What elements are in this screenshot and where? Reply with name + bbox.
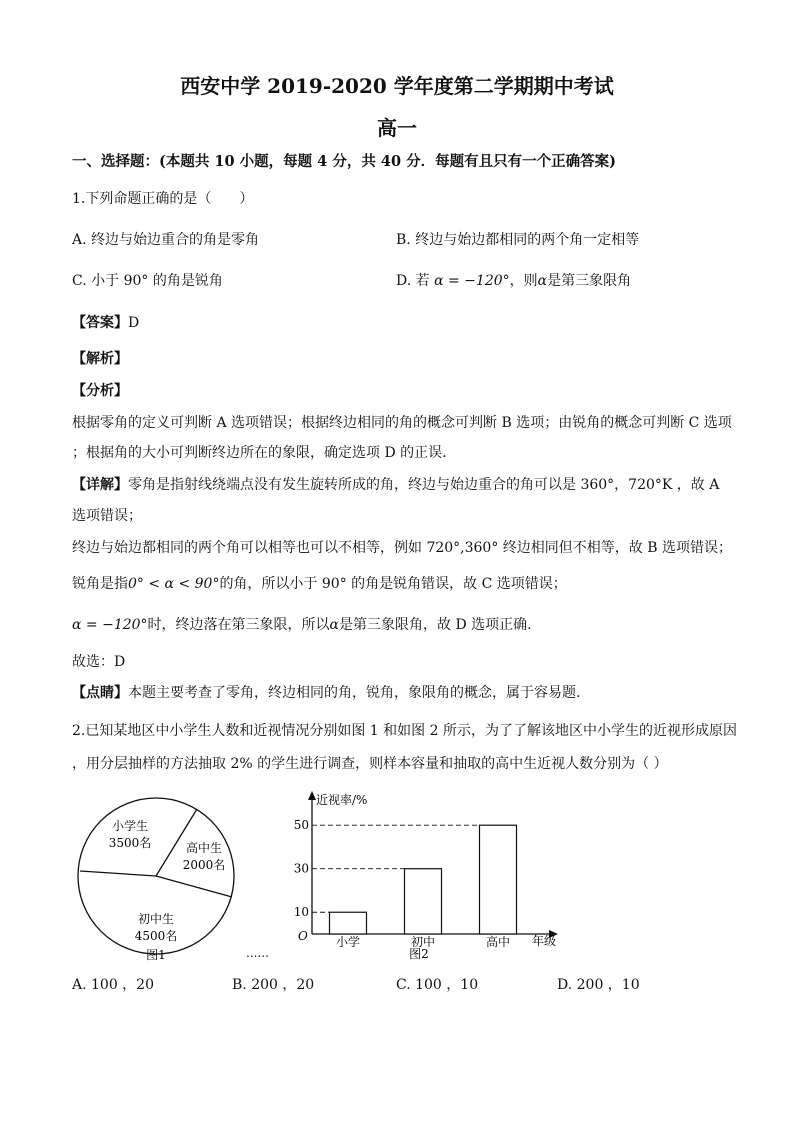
q2-stem-line-2: ，用分层抽样的方法抽取 2% 的学生进行调查，则样本容量和抽取的高中生近视人数分别为（ ）	[72, 756, 668, 772]
bar-小学	[330, 912, 367, 934]
q1-option-d-suffix: 是第三象限角	[547, 273, 632, 289]
q1-option-d-mid: ，则	[509, 273, 538, 289]
detail-line-2: 选项错误；	[72, 508, 142, 524]
detail-text-1: 零角是指射线绕端点没有发生旋转所成的角，终边与始边重合的角可以是 360°，720°K ，故 A	[128, 477, 720, 493]
x-axis-label: 年级	[532, 934, 557, 948]
pie-value-junior: 4500名	[134, 929, 178, 943]
y-tick-label: 10	[293, 905, 309, 920]
choice-line: 故选：D	[72, 654, 126, 670]
detail-4-pre: 锐角是指	[72, 576, 128, 592]
pie-divider-3	[80, 871, 156, 876]
q2-option-a: A. 100 ，20	[72, 977, 154, 993]
q1-option-d-alpha: α	[537, 273, 548, 289]
comment-line	[72, 682, 580, 702]
pie-caption: 图1	[146, 948, 166, 962]
pie-value-primary: 3500名	[108, 836, 152, 850]
answer-tag: 【答案】	[72, 315, 128, 331]
bar-高中	[480, 825, 517, 934]
y-tick-label: 50	[293, 818, 309, 833]
detail-line-1	[72, 474, 719, 494]
y-tick-label: 30	[293, 861, 309, 876]
detail-tag: 【详解】	[72, 477, 128, 493]
q1-option-c: C. 小于 90° 的角是锐角	[72, 273, 223, 289]
q1-option-b: B. 终边与始边都相同的两个角一定相等	[396, 232, 640, 248]
pie-label-senior: 高中生	[185, 841, 223, 855]
x-tick-label: 高中	[485, 935, 511, 949]
pie-label-junior: 初中生	[137, 912, 175, 926]
detail-4-math: 0° < α < 90°	[128, 576, 220, 592]
comment-text: 本题主要考查了零角，终边相同的角，锐角，象限角的概念，属于容易题.	[128, 685, 581, 701]
q1-stem: 1.下列命题正确的是（ ）	[72, 191, 254, 207]
section-heading: 一、选择题：(本题共 10 小题，每题 4 分，共 40 分．每题有且只有一个正确答案)	[72, 153, 616, 170]
detail-line-3: 终边与始边都相同的两个角可以相等也可以不相等，例如 720°,360° 终边相同但不相等，故 B 选项错误；	[72, 540, 732, 556]
pie-label-primary: 小学生	[111, 819, 149, 833]
y-axis-arrow	[308, 791, 316, 800]
bar-chart-figure-2	[292, 788, 582, 970]
bar-marks-group	[294, 818, 517, 949]
answer-value: D	[128, 315, 140, 331]
bar-初中	[405, 869, 442, 934]
origin-label: O	[298, 929, 308, 943]
detail-5-math: α = −120°	[72, 617, 148, 633]
pie-value-senior: 2000名	[182, 858, 226, 872]
dots-decoration: ......	[246, 946, 269, 960]
pie-divider-2	[156, 876, 232, 897]
q2-option-b: B. 200 ，20	[232, 977, 315, 993]
exam-title: 西安中学 2019-2020 学年度第二学期期中考试	[180, 74, 614, 98]
comment-tag: 【点睛】	[72, 685, 128, 701]
exam-subtitle: 高一	[377, 116, 417, 140]
detail-line-5	[72, 614, 532, 634]
detail-4-post: 的角，所以小于 90° 的角是锐角错误，故 C 选项错误；	[219, 576, 567, 592]
detail-line-4	[72, 573, 567, 593]
analysis-tag: 【解析】	[72, 351, 128, 367]
q1-option-d-prefix: D. 若	[396, 273, 430, 289]
q1-option-d	[396, 270, 631, 290]
fenxi-line-1: 根据零角的定义可判断 A 选项错误；根据终边相同的角的概念可判断 B 选项；由锐角的概念可判断 C 选项	[72, 415, 732, 431]
q2-option-d: D. 200 ，10	[557, 977, 640, 993]
fenxi-line-2: ；根据角的大小可判断终边所在的象限，确定选项 D 的正误.	[72, 445, 447, 461]
q1-option-d-math: α = −120°	[434, 273, 510, 289]
q2-option-c: C. 100 ，10	[396, 977, 479, 993]
fenxi-tag: 【分析】	[72, 383, 128, 399]
bar-caption: 图2	[409, 947, 429, 961]
x-tick-label: 小学	[335, 935, 361, 949]
x-tick-label: 初中	[410, 935, 436, 949]
pie-chart-figure-1	[72, 795, 242, 965]
q1-option-a: A. 终边与始边重合的角是零角	[72, 232, 260, 248]
detail-5-mid: 时，终边落在第三象限，所以	[147, 617, 330, 633]
detail-5-alpha: α	[329, 617, 340, 633]
detail-5-post: 是第三象限角，故 D 选项正确.	[339, 617, 532, 633]
q1-answer	[72, 312, 139, 332]
q2-stem-line-1: 2.已知某地区中小学生人数和近视情况分别如图 1 和如图 2 所示，为了了解该地区中小学生的近视形成原因	[72, 723, 737, 739]
y-axis-label: 近视率/%	[316, 793, 368, 807]
